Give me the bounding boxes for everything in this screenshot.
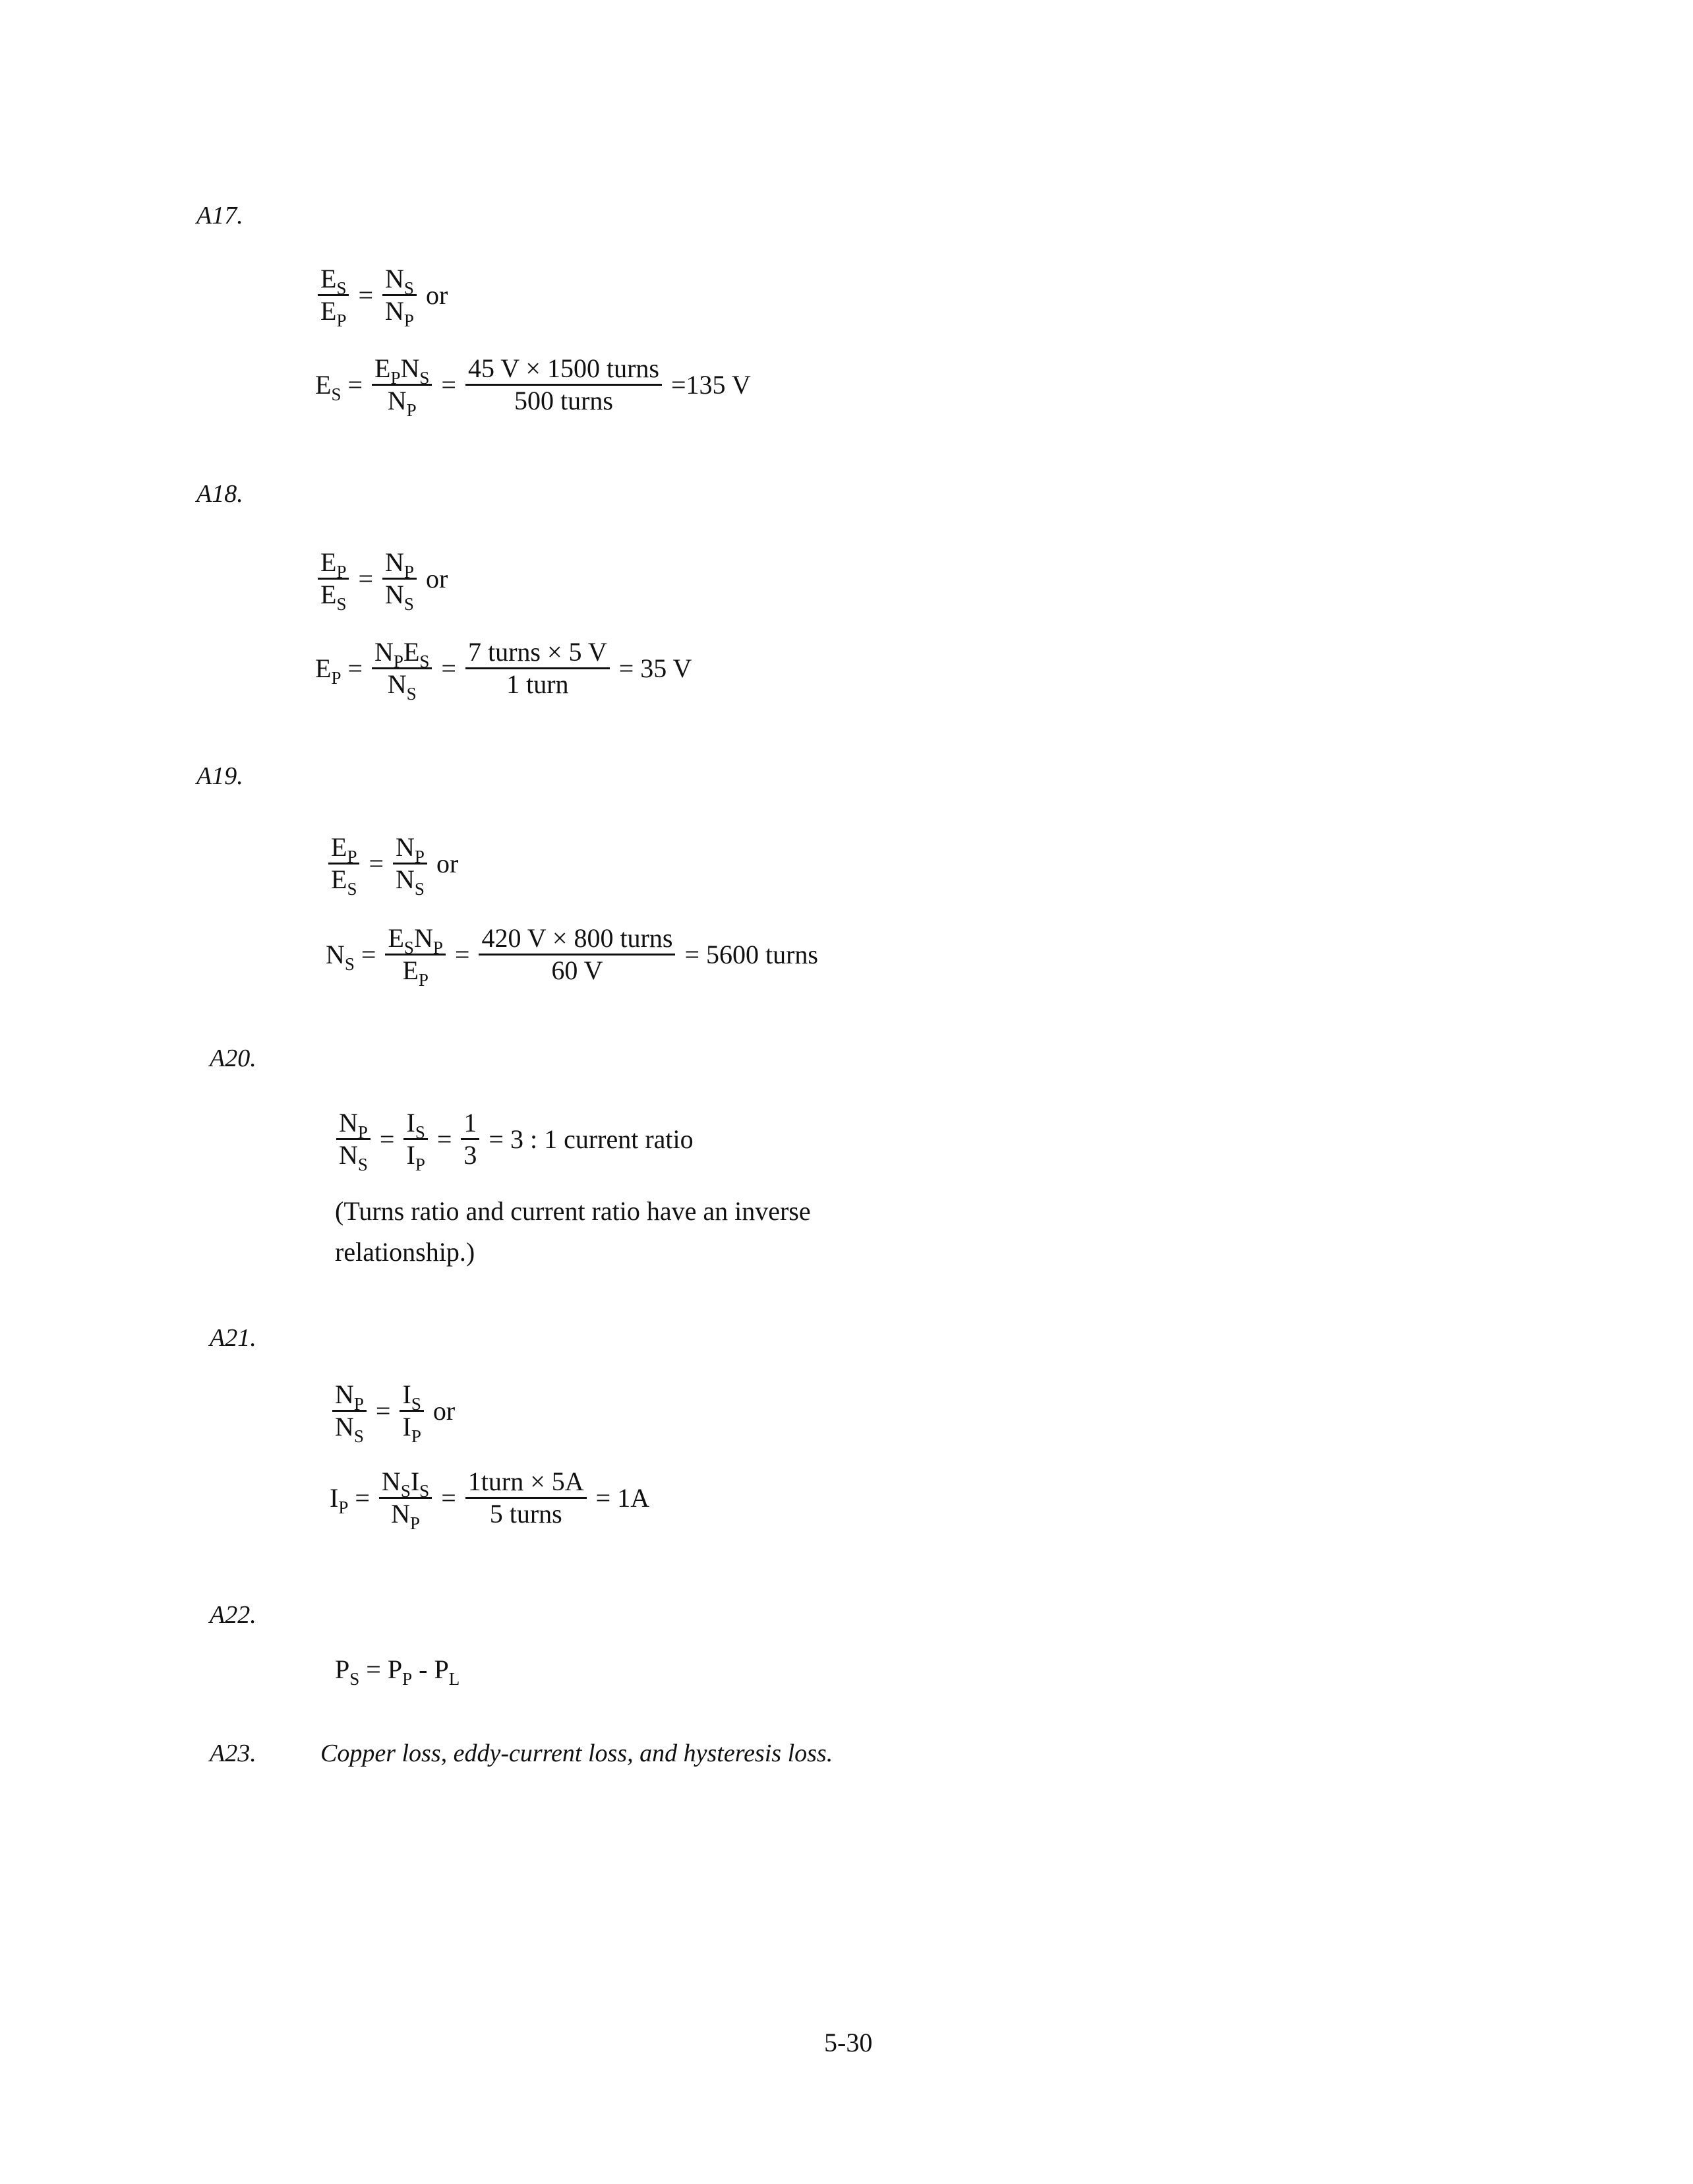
a17-calc-equation: $E_S$ = $\frac{E_PN_S}{N_P}$ = $\frac{\text{45 V × 1500 turns}}{\text{500 turns}}$ =135 V [315,353,751,420]
a21-ratio-equation: $\frac{N_P}{N_S}$ = $\frac{I_S}{I_P}$ or [330,1380,458,1442]
answer-label-a22: A22. [210,1601,256,1629]
a20-note-line2: relationship.) [335,1237,475,1267]
answer-label-a20: A20. [210,1045,256,1072]
a18-ratio-equation: $\frac{E_P}{E_S}$ = $\frac{N_P}{N_S}$ or [315,547,450,610]
a17-ratio-equation: $\frac{E_S}{E_P}$ = $\frac{N_S}{N_P}$ or [315,264,450,326]
a19-ratio-equation: $\frac{E_P}{E_S}$ = $\frac{N_P}{N_S}$ or [326,832,461,895]
a21-calc-equation: $I_P$ = $\frac{N_SI_S}{N_P}$ = $\frac{\text{1turn × 5A}}{\text{5 turns}}$ = 1A [330,1467,650,1533]
answer-label-a17: A17. [196,202,243,229]
answer-label-a21: A21. [210,1324,256,1352]
a18-calc-equation: $E_P$ = $\frac{N_PE_S}{N_S}$ = $\frac{\text{7 turns × 5 V}}{\text{1 turn}}$ = 35 V [315,637,692,704]
a23-answer-text: Copper loss, eddy-current loss, and hysteresis loss. [320,1740,833,1767]
a22-equation: $P_S$ = $P_P$ - $P_L$ [335,1654,460,1689]
a20-note [335,1191,811,1273]
answer-label-a23: A23. [210,1740,256,1767]
page-number: 5-30 [824,2028,873,2057]
answer-label-a19: A19. [196,762,243,790]
answer-label-a18: A18. [196,480,243,508]
a20-note-line1: (Turns ratio and current ratio have an inverse [335,1196,811,1226]
a19-calc-equation: $N_S$ = $\frac{E_SN_P}{E_P}$ = $\frac{\text{420 V × 800 turns}}{60 V}$ = 5600 turns [326,923,818,990]
a20-ratio-equation: $\frac{N_P}{N_S}$ = $\frac{I_S}{I_P}$ = $\frac{1}{3}$ = 3 : 1 current ratio [334,1108,696,1170]
